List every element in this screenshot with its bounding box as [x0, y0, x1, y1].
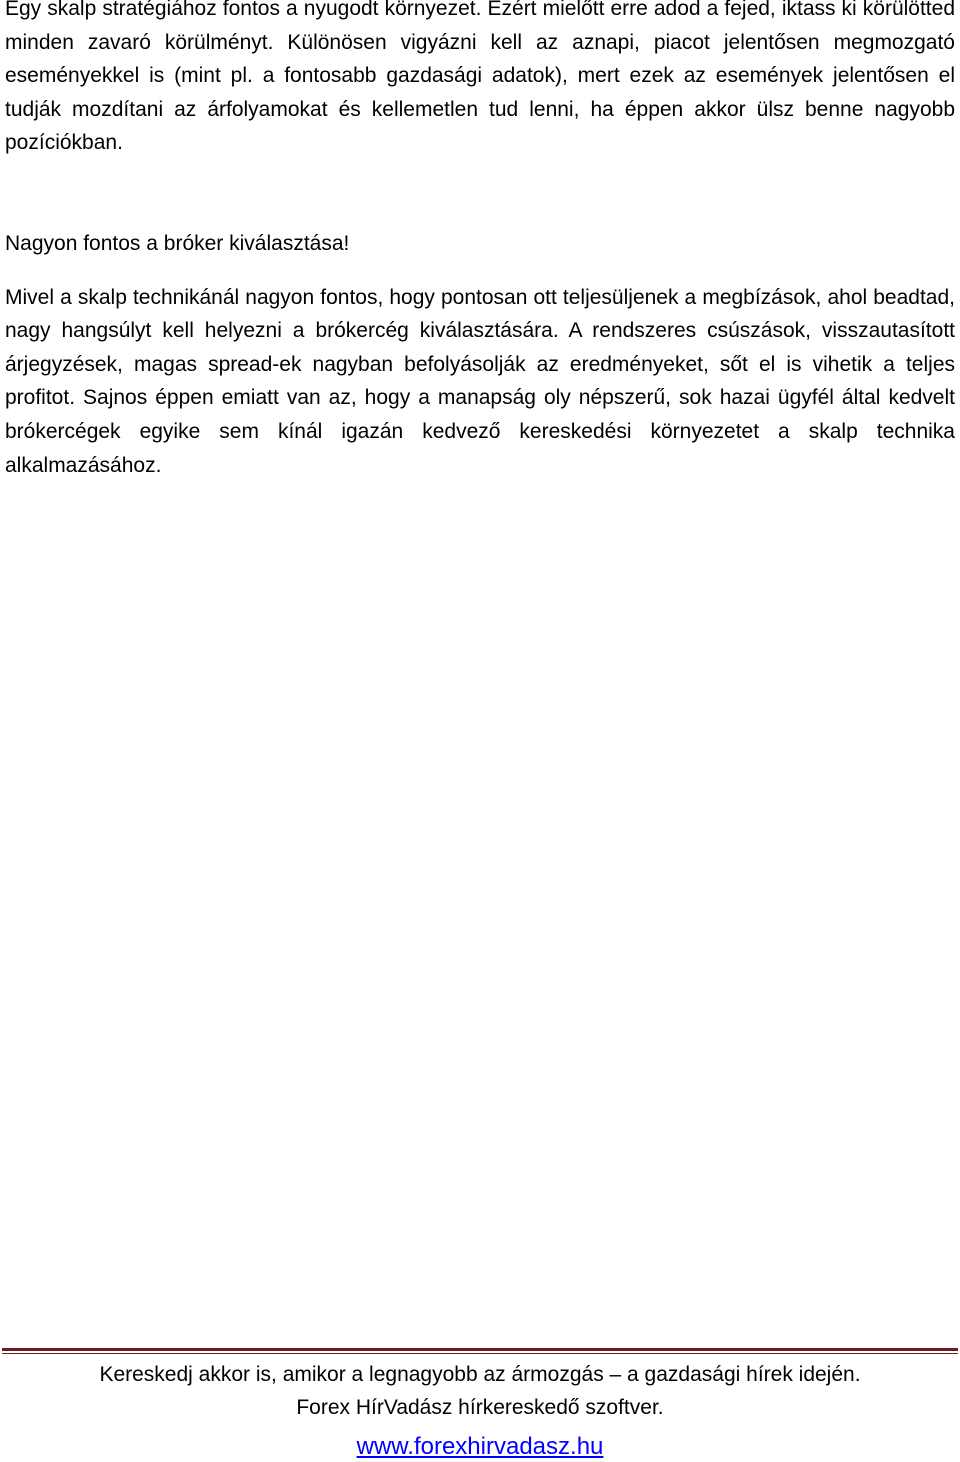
footer-divider-thick [2, 1348, 958, 1351]
document-body [5, 0, 955, 482]
paragraph-intro: Egy skalp stratégiához fontos a nyugodt környezet. Ezért mielőtt erre adod a fejed, iktass ki körülötted minden zavaró körülményt. Különösen vigyázni kell az aznapi, piacot jelentősen megmozgató eseményekkel is (mint pl. a fontosabb gazdasági adatok), mert ezek az események jelentősen el tudják mozdítani az árfolyamokat és kellemetlen tud lenni, ha éppen akkor ülsz benne nagyobb pozíciókban. [5, 0, 955, 155]
paragraph-broker: Mivel a skalp technikánál nagyon fontos, hogy pontosan ott teljesüljenek a megbízások, ahol beadtad, nagy hangsúlyt kell helyezni a brókercég kiválasztására. A rendszeres csúszások, visszautasított árjegyzések, magas spread-ek nagyban befolyásolják az eredményeket, sőt el is vihetik a teljes profitot. Sajnos éppen emiatt van az, hogy a manapság oly népszerű, sok hazai ügyfél által kedvelt brókercégek egyike sem kínál igazán kedvező kereskedési környezetet a skalp technika alkalmazásához. [5, 285, 955, 477]
section-heading: Nagyon fontos a bróker kiválasztása! [5, 231, 350, 255]
footer-divider-thin [2, 1353, 958, 1354]
footer-tagline: Kereskedj akkor is, amikor a legnagyobb az ármozgás – a gazdasági hírek idején. [99, 1363, 861, 1386]
footer-website-link[interactable]: www.forexhirvadasz.hu [356, 1433, 604, 1460]
footer-product-name: Forex HírVadász hírkereskedő szoftver. [296, 1396, 664, 1419]
